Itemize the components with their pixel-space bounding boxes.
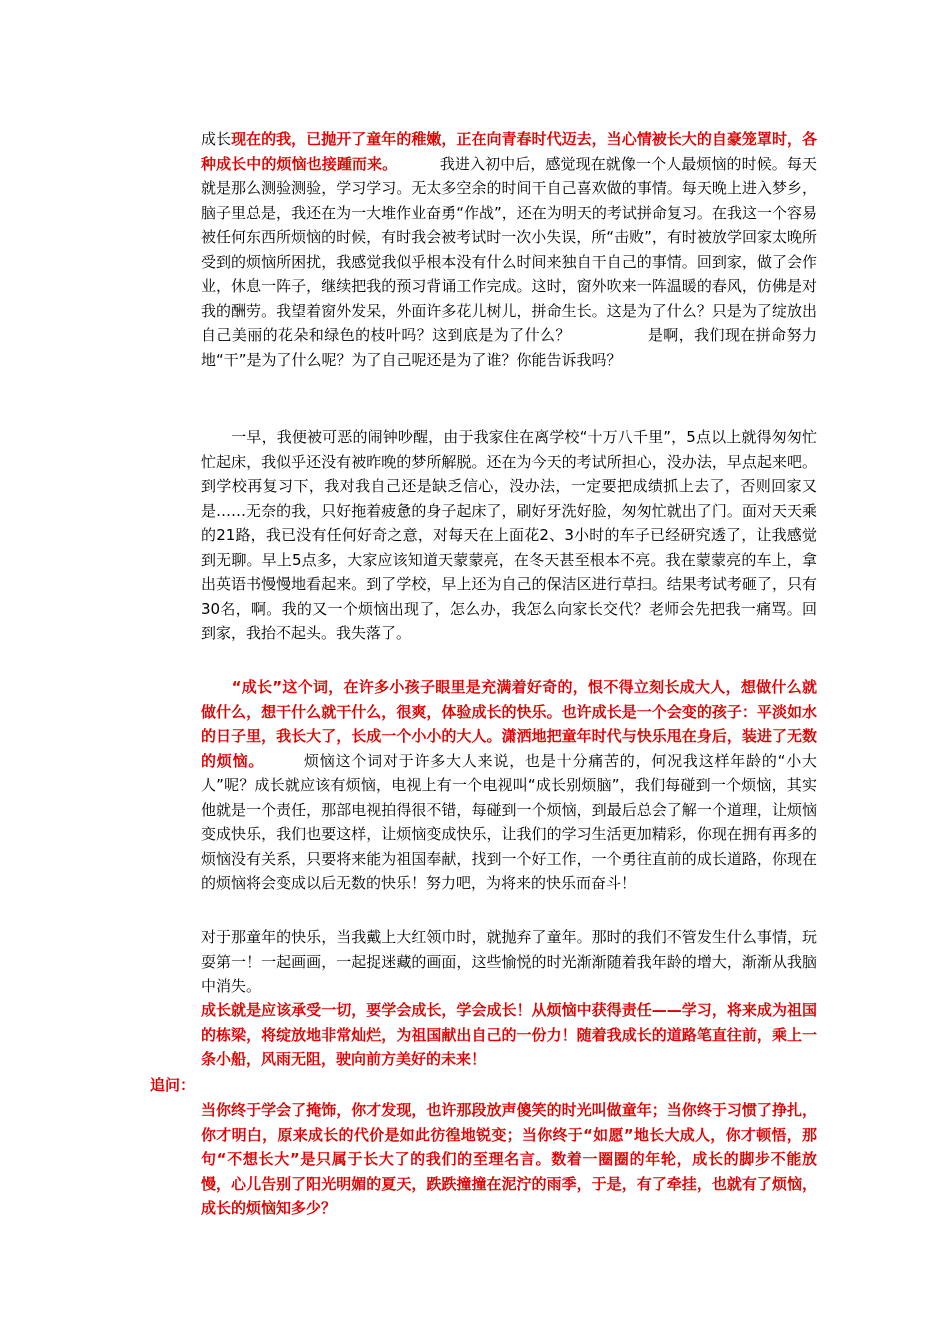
growth-emphasis: “成长”这个词，在许多小孩子眼里是充满着好奇的，恨不得立刻长成大人，想做什么就做什么，想干什么就干什么，很爽，体验成长的快乐。也许成长是一个会变的孩子：平淡如水的日子里，我长大了，长成一个小小的大人。潇洒地把童年时代与快乐甩在身后，装进了无数的烦恼。	[201, 678, 817, 770]
intro-emphasis: 现在的我，已抛开了童年的稚嫩，正在向青春时代迈去，当心情被长大的自豪笼罩时，各种成长中的烦恼也接踵而来。	[201, 130, 817, 173]
paragraph-intro	[201, 127, 817, 372]
paragraph-conclusion: 成长就是应该承受一切，要学会成长，学会成长！从烦恼中获得责任——学习，将来成为祖国的栋梁，将绽放地非常灿烂，为祖国献出自己的一份力！随着我成长的道路笔直往前，乘上一条小船，风雨无阻，驶向前方美好的未来！	[201, 1001, 817, 1068]
intro-body: 我进入初中后，感觉现在就像一个人最烦恼的时候。每天就是那么测验测验，学习学习。无太多空余的时间干自己喜欢做的事情。每天晚上进入梦乡，脑子里总是，我还在为一大堆作业奋勇“作战”，还在为明天的考试拼命复习。在我这一个容易被任何东西所烦恼的时候，有时我会被考试时一次小失误，所“击败”，有时被放学回家太晚所受到的烦恼所困扰，我感觉我似乎根本没有什么时间来独自干自己的事情。回到家，做了会作业，休息一阵子，继续把我的预习背诵工作完成。这时，窗外吹来一阵温暖的春风，仿佛是对我的酬劳。我望着窗外发呆，外面许多花儿树儿，拼命生长。这是为了什么？只是为了绽放出自己美丽的花朵和绿色的枝叶吗？这到底是为了什么？ 是啊，我们现在拼命努力地“干”是为了什么呢？为了自己呢还是为了谁？你能告诉我吗？	[201, 154, 817, 369]
followup-label: 追问：	[150, 1076, 196, 1094]
growth-body: 烦恼这个词对于许多大人来说，也是十分痛苦的，何况我这样年龄的“小大人”呢？成长就应该有烦恼，电视上有一个电视叫“成长别烦脑”，我们每碰到一个烦恼，其实他就是一个责任，那部电视拍得很不错，每碰到一个烦恼，到最后总会了解一个道理，让烦恼变成快乐，我们也要这样，让烦恼变成快乐，让我们的学习生活更加精彩，你现在拥有再多的烦恼没有关系，只要将来能为祖国奉献，找到一个好工作，一个勇往直前的成长道路，你现在的烦恼将会变成以后无数的快乐！努力吧，为将来的快乐而奋斗！	[201, 751, 817, 892]
paragraph-growth	[201, 675, 817, 896]
intro-prefix: 成长	[201, 130, 232, 148]
paragraph-childhood: 对于那童年的快乐，当我戴上大红领巾时，就抛弃了童年。那时的我们不管发生什么事情，玩耍第一！一起画画，一起捉迷藏的画面，这些愉悦的时光渐渐随着我年龄的增大，渐渐从我脑中消失。	[201, 928, 817, 995]
paragraph-morning: 一早，我便被可恶的闹钟吵醒，由于我家住在离学校“十万八千里”，5点以上就得匆匆忙忙起床，我似乎还没有被昨晚的梦所解脱。还在为今天的考试所担心，没办法，早点起来吧。到学校再复习下，我对我自己还是缺乏信心，没办法，一定要把成绩抓上去了，否则回家又是……无奈的我，只好拖着疲惫的身子起床了，刷好牙洗好脸，匆匆忙就出了门。面对天天乘的21路，我已没有任何好奇之意，对每天在上面花2、3小时的车子已经研究透了，让我感觉到无聊。早上5点多，大家应该知道天蒙蒙亮，在冬天甚至根本不亮。我在蒙蒙亮的车上，拿出英语书慢慢地看起来。到了学校，早上还为自己的保洁区进行草扫。结果考试考砸了，只有30名，啊。我的又一个烦恼出现了，怎么办，我怎么向家长交代？老师会先把我一痛骂。回到家，我抬不起头。我失落了。	[201, 428, 817, 642]
paragraph-followup: 当你终于学会了掩饰，你才发现，也许那段放声傻笑的时光叫做童年；当你终于习惯了挣扎，你才明白，原来成长的代价是如此彷徨地锐变；当你终于“如愿”地长大成人，你才顿悟，那句“不想长大”是只属于长大了的我们的至理名言。数着一圈圈的年轮，成长的脚步不能放慢，心儿告别了阳光明媚的夏天，跌跌撞撞在泥泞的雨季，于是，有了牵挂，也就有了烦恼，成长的烦恼知多少？	[201, 1101, 817, 1217]
